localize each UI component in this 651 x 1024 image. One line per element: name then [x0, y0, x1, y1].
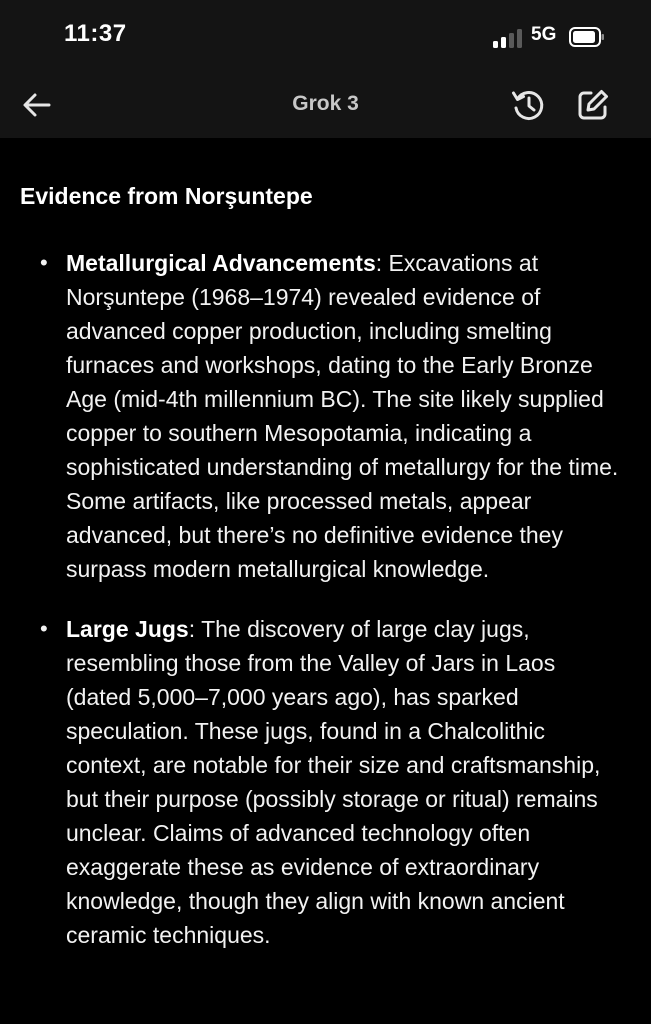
bullet-icon: • — [40, 616, 48, 641]
bullet-text: Excavations at Norşuntepe (1968–1974) revealed evidence of advanced copper production, including smelting furnaces and workshops, dating to the Early Bronze Age (mid-4th millennium BC). The site likely supplied copper to southern Mesopotamia, indicating a sophisticated understanding of metallurgy for the time. Some artifacts, like processed metals, appear advanced, but there’s no definitive evidence they surpass modern metallurgical knowledge. — [66, 250, 619, 582]
signal-bar — [509, 33, 514, 48]
bullet-text: The discovery of large clay jugs, resembling those from the Valley of Jars in Laos (dated 5,000–7,000 years ago), has sparked speculation. These jugs, found in a Chalcolithic context, are notable for their size and craftsmanship, but their purpose (possibly storage or ritual) remains unclear. Claims of advanced technology often exaggerate these as evidence of extraordinary knowledge, though they align with known ancient ceramic techniques. — [66, 616, 601, 948]
edit-icon[interactable] — [577, 89, 609, 121]
top-nav-bar — [0, 70, 651, 138]
page-title: Grok 3 — [292, 92, 359, 115]
status-time: 11:37 — [64, 20, 127, 47]
battery-icon — [569, 27, 605, 47]
section-heading: Evidence from Norşuntepe — [20, 183, 313, 209]
bullet-term: Large Jugs — [66, 616, 189, 642]
bullet-term: Metallurgical Advancements — [66, 250, 376, 276]
bullet-list — [0, 246, 651, 978]
cellular-signal-icon — [493, 28, 523, 48]
list-item — [0, 246, 651, 586]
signal-bar — [501, 37, 506, 48]
signal-bar — [517, 29, 522, 48]
history-icon[interactable] — [511, 88, 547, 122]
bullet-separator: : — [375, 250, 389, 276]
status-bar — [0, 0, 651, 70]
signal-bar — [493, 41, 498, 48]
bullet-separator: : — [188, 616, 202, 642]
list-item — [0, 612, 651, 952]
bullet-icon: • — [40, 250, 48, 275]
network-type: 5G — [531, 24, 557, 45]
